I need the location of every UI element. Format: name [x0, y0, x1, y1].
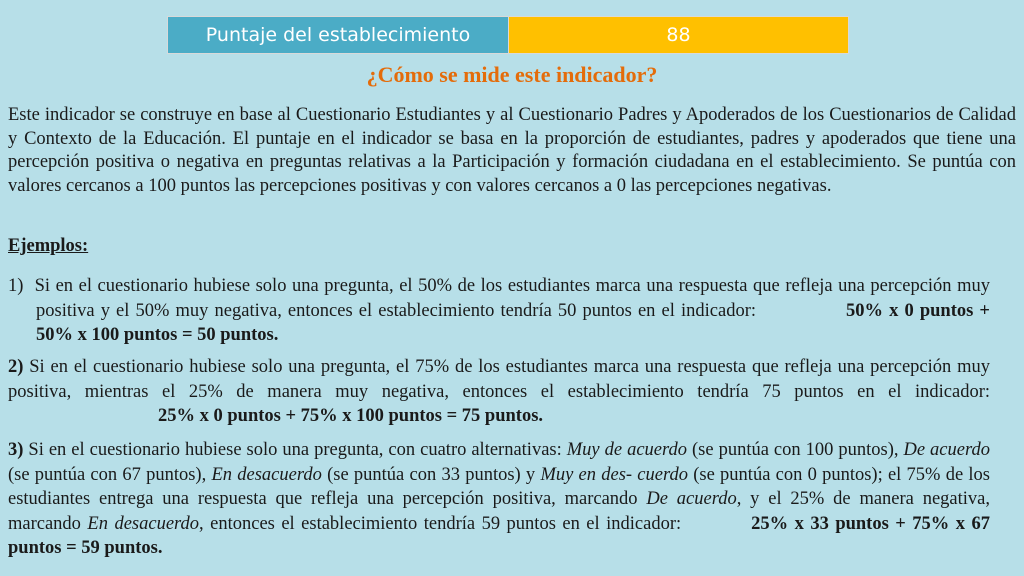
- section-heading: ¿Cómo se mide este indicador?: [366, 62, 658, 87]
- example-2: [8, 355, 990, 429]
- option-de-acuerdo: De acuerdo: [903, 440, 990, 460]
- example-1: [8, 274, 990, 348]
- example-2-number: 2): [8, 357, 24, 377]
- examples-label: [8, 236, 88, 257]
- example-3-text-3: (se puntúa con 67 puntos),: [8, 464, 212, 485]
- example-2-text: Si en el cuestionario hubiese solo una pregunta, el 75% de los estudiantes marca una respuesta que refleja una percepción muy positiva, mientras el 25% de manera muy negativa, entonces el establecimiento tendría 75 puntos en el indicador:: [8, 357, 990, 402]
- answer-en-desacuerdo: En desacuerdo: [87, 513, 200, 534]
- example-3-text-5: (se puntúa con 0 puntos); el 75% de los estudiantes entrega una respuesta que refleja una percepción positiva, marcando: [8, 464, 990, 509]
- example-3-text-6: , y el 25% de manera negativa, marcando: [8, 489, 991, 534]
- score-label: Puntaje del establecimiento: [168, 17, 509, 53]
- example-3-text-7: , entonces el establecimiento tendría 59 puntos en el indicador:: [199, 513, 682, 534]
- example-3: [8, 438, 990, 561]
- example-3-formula: 25% x 33 puntos + 75% x 67 puntos = 59 puntos.: [8, 513, 990, 558]
- answer-de-acuerdo: De acuerdo: [646, 489, 737, 509]
- example-3-text-4: (se puntúa con 33 puntos) y: [321, 464, 541, 485]
- example-3-text-2: (se puntúa con 100 puntos),: [687, 440, 904, 460]
- example-1-formula: 50% x 0 puntos + 50% x 100 puntos = 50 puntos.: [36, 300, 990, 345]
- example-3-text-1: Si en el cuestionario hubiese solo una pregunta, con cuatro alternativas:: [23, 440, 567, 460]
- option-en-desacuerdo: En desacuerdo: [211, 464, 322, 485]
- example-3-number: 3): [8, 440, 24, 460]
- example-1-text: Si en el cuestionario hubiese solo una pregunta, el 50% de los estudiantes marca una respuesta que refleja una percepción muy positiva y el 50% muy negativa, entonces el establecimiento tendría 50 puntos en el indicador:: [34, 276, 991, 321]
- score-table: [167, 16, 849, 54]
- intro-paragraph: Este indicador se construye en base al Cuestionario Estudiantes y al Cuestionario Padres y Apoderados de los Cuestionarios de Calidad y Contexto de la Educación. El puntaje en el indicador se basa en la proporción de estudiantes, padres y apoderados que tiene una percepción positiva o negativa en preguntas relativas a la Participación y formación ciudadana en el establecimiento. Se puntúa con valores cercanos a 100 puntos las percepciones positivas y con valores cercanos a 0 las percepciones negativas.: [8, 105, 1016, 196]
- examples-label-text: Ejemplos: [8, 236, 82, 256]
- option-muy-de-acuerdo: Muy de acuerdo: [566, 440, 688, 460]
- example-1-number: 1): [8, 276, 24, 296]
- option-muy-en-desacuerdo: Muy en des- cuerdo: [540, 464, 688, 485]
- example-2-formula: 25% x 0 puntos + 75% x 100 puntos = 75 puntos.: [158, 406, 544, 426]
- score-value: 88: [509, 17, 848, 53]
- examples-label-colon: :: [82, 236, 89, 256]
